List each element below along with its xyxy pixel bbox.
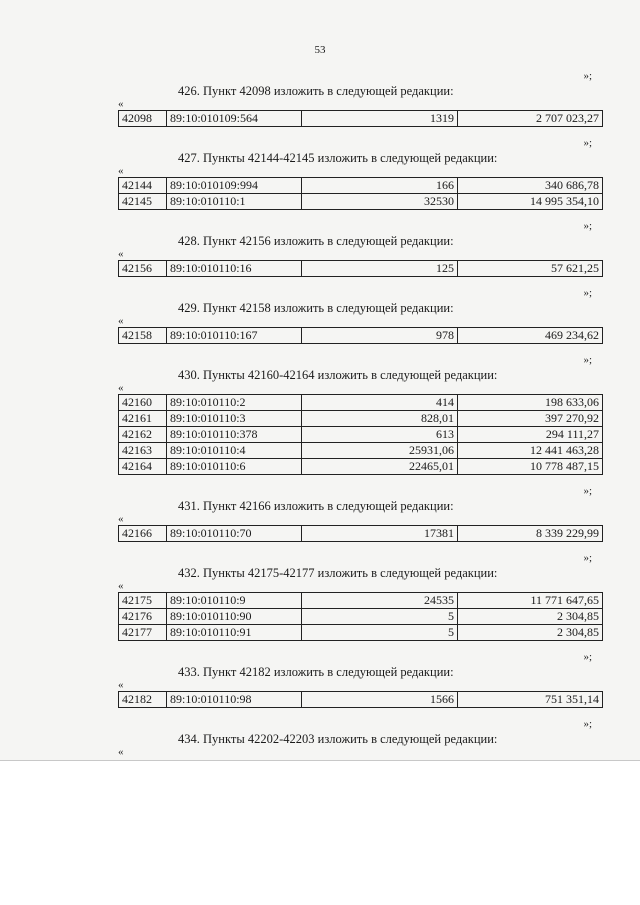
opening-quote: «: [118, 679, 124, 691]
row-id-cell: 42158: [119, 328, 167, 344]
area-cell: 1319: [302, 111, 458, 127]
table-row: [119, 178, 603, 194]
table-row: [119, 411, 603, 427]
table-row: [119, 609, 603, 625]
opening-quote: «: [118, 248, 124, 260]
row-id-cell: 42156: [119, 261, 167, 277]
area-cell: 125: [302, 261, 458, 277]
closing-quote: »;: [583, 220, 592, 232]
area-cell: 5: [302, 609, 458, 625]
value-cell: 14 995 354,10: [458, 194, 603, 210]
cadastral-number-cell: 89:10:010110:4: [167, 443, 302, 459]
opening-quote: «: [118, 513, 124, 525]
value-cell: 751 351,14: [458, 692, 603, 708]
cadastral-number-cell: 89:10:010110:3: [167, 411, 302, 427]
amendment-heading: 434. Пункты 42202-42203 изложить в следующей редакции:: [178, 732, 498, 746]
area-cell: 828,01: [302, 411, 458, 427]
opening-quote: «: [118, 746, 124, 758]
cadastral-number-cell: 89:10:010109:994: [167, 178, 302, 194]
cadastral-number-cell: 89:10:010110:91: [167, 625, 302, 641]
value-cell: 2 304,85: [458, 625, 603, 641]
amendment-heading: 427. Пункты 42144-42145 изложить в следующей редакции:: [178, 151, 498, 165]
area-cell: 978: [302, 328, 458, 344]
value-cell: 57 621,25: [458, 261, 603, 277]
area-cell: 17381: [302, 526, 458, 542]
value-cell: 12 441 463,28: [458, 443, 603, 459]
row-id-cell: 42164: [119, 459, 167, 475]
row-id-cell: 42098: [119, 111, 167, 127]
amendment-table: [118, 327, 603, 344]
row-id-cell: 42161: [119, 411, 167, 427]
table-row: [119, 593, 603, 609]
amendment-section: [0, 485, 640, 552]
row-id-cell: 42175: [119, 593, 167, 609]
area-cell: 1566: [302, 692, 458, 708]
value-cell: 340 686,78: [458, 178, 603, 194]
amendment-section: [0, 137, 640, 220]
value-cell: 397 270,92: [458, 411, 603, 427]
value-cell: 11 771 647,65: [458, 593, 603, 609]
amendment-table: [118, 260, 603, 277]
row-id-cell: 42145: [119, 194, 167, 210]
amendment-table: [118, 110, 603, 127]
row-id-cell: 42176: [119, 609, 167, 625]
row-id-cell: 42160: [119, 395, 167, 411]
value-cell: 294 111,27: [458, 427, 603, 443]
value-cell: 8 339 229,99: [458, 526, 603, 542]
amendment-section: [0, 70, 640, 137]
opening-quote: «: [118, 382, 124, 394]
amendment-table: [118, 525, 603, 542]
cadastral-number-cell: 89:10:010110:167: [167, 328, 302, 344]
opening-quote: «: [118, 98, 124, 110]
closing-quote: »;: [583, 137, 592, 149]
amendment-list: [0, 70, 640, 758]
value-cell: 10 778 487,15: [458, 459, 603, 475]
amendment-table: [118, 394, 603, 475]
amendment-heading: 429. Пункт 42158 изложить в следующей редакции:: [178, 301, 454, 315]
amendment-section: [0, 220, 640, 287]
closing-quote: »;: [583, 552, 592, 564]
amendment-heading: 426. Пункт 42098 изложить в следующей редакции:: [178, 84, 454, 98]
row-id-cell: 42182: [119, 692, 167, 708]
table-row: [119, 395, 603, 411]
cadastral-number-cell: 89:10:010110:2: [167, 395, 302, 411]
closing-quote: »;: [583, 354, 592, 366]
table-row: [119, 194, 603, 210]
table-row: [119, 526, 603, 542]
area-cell: 414: [302, 395, 458, 411]
closing-quote: »;: [583, 287, 592, 299]
table-row: [119, 261, 603, 277]
opening-quote: «: [118, 165, 124, 177]
amendment-heading: 430. Пункты 42160-42164 изложить в следующей редакции:: [178, 368, 498, 382]
table-row: [119, 427, 603, 443]
area-cell: 24535: [302, 593, 458, 609]
table-row: [119, 692, 603, 708]
cadastral-number-cell: 89:10:010110:378: [167, 427, 302, 443]
closing-quote: »;: [583, 718, 592, 730]
cadastral-number-cell: 89:10:010109:564: [167, 111, 302, 127]
value-cell: 2 304,85: [458, 609, 603, 625]
area-cell: 166: [302, 178, 458, 194]
table-row: [119, 443, 603, 459]
amendment-heading: 433. Пункт 42182 изложить в следующей редакции:: [178, 665, 454, 679]
table-row: [119, 111, 603, 127]
cadastral-number-cell: 89:10:010110:70: [167, 526, 302, 542]
amendment-section: [0, 552, 640, 651]
closing-quote: »;: [583, 651, 592, 663]
table-row: [119, 625, 603, 641]
opening-quote: «: [118, 580, 124, 592]
page-number: 53: [314, 44, 326, 56]
amendment-section: [0, 354, 640, 485]
amendment-heading: 431. Пункт 42166 изложить в следующей редакции:: [178, 499, 454, 513]
value-cell: 198 633,06: [458, 395, 603, 411]
area-cell: 613: [302, 427, 458, 443]
amendment-table: [118, 177, 603, 210]
amendment-section: [0, 651, 640, 718]
row-id-cell: 42177: [119, 625, 167, 641]
cadastral-number-cell: 89:10:010110:90: [167, 609, 302, 625]
area-cell: 22465,01: [302, 459, 458, 475]
row-id-cell: 42144: [119, 178, 167, 194]
amendment-table: [118, 592, 603, 641]
table-row: [119, 459, 603, 475]
cadastral-number-cell: 89:10:010110:6: [167, 459, 302, 475]
row-id-cell: 42166: [119, 526, 167, 542]
table-row: [119, 328, 603, 344]
amendment-table: [118, 691, 603, 708]
amendment-heading: 432. Пункты 42175-42177 изложить в следующей редакции:: [178, 566, 498, 580]
cadastral-number-cell: 89:10:010110:1: [167, 194, 302, 210]
amendment-heading: 428. Пункт 42156 изложить в следующей редакции:: [178, 234, 454, 248]
area-cell: 25931,06: [302, 443, 458, 459]
amendment-section: [0, 287, 640, 354]
closing-quote: »;: [583, 70, 592, 82]
area-cell: 32530: [302, 194, 458, 210]
value-cell: 469 234,62: [458, 328, 603, 344]
amendment-section: [0, 718, 640, 758]
cadastral-number-cell: 89:10:010110:98: [167, 692, 302, 708]
closing-quote: »;: [583, 485, 592, 497]
area-cell: 5: [302, 625, 458, 641]
cadastral-number-cell: 89:10:010110:9: [167, 593, 302, 609]
row-id-cell: 42162: [119, 427, 167, 443]
cadastral-number-cell: 89:10:010110:16: [167, 261, 302, 277]
opening-quote: «: [118, 315, 124, 327]
value-cell: 2 707 023,27: [458, 111, 603, 127]
row-id-cell: 42163: [119, 443, 167, 459]
